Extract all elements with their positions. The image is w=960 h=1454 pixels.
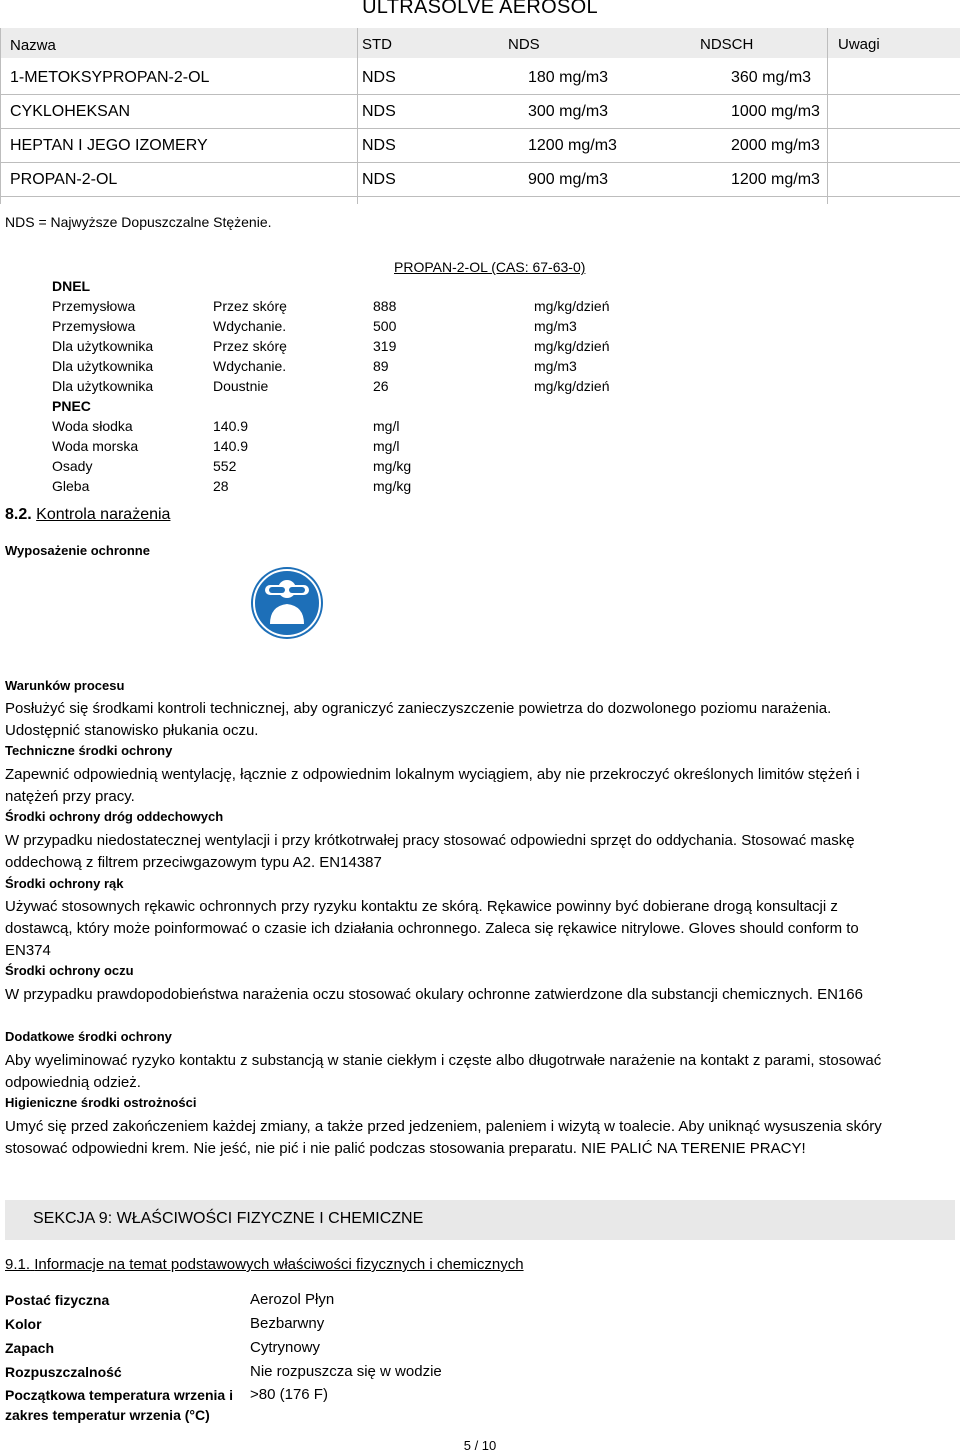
table-cell: 300 mg/m3 — [528, 103, 609, 120]
equipment-heading: Wyposażenie ochronne — [5, 543, 150, 558]
pnec-cell: mg/kg — [373, 478, 412, 494]
pnec-cell: Gleba — [52, 478, 90, 494]
table-cell: NDS — [362, 69, 396, 86]
table-cell: 2000 mg/m3 — [731, 137, 820, 154]
table-row — [0, 96, 960, 129]
property-label: Postać fizyczna — [5, 1292, 110, 1308]
technical-measures-text: Zapewnić odpowiednią wentylację, łącznie z odpowiednim lokalnym wyciągiem, aby nie przekroczyć określonych limitów stężeń i natężeń przy pracy. — [5, 766, 860, 805]
section-9-1-heading — [5, 1256, 524, 1273]
exposure-limits-table — [0, 28, 960, 204]
dnel-row — [0, 338, 960, 358]
pnec-cell: mg/l — [373, 438, 400, 454]
section-9-title: SEKCJA 9: WŁAŚCIWOŚCI FIZYCZNE I CHEMICZNE — [33, 1210, 424, 1227]
dnel-cell: 89 — [373, 358, 389, 374]
dnel-heading — [0, 278, 960, 298]
pnec-cell: 28 — [213, 478, 229, 494]
table-cell: 360 mg/m3 — [731, 69, 812, 86]
property-label: Początkowa temperatura wrzenia i zakres temperatur wrzenia (°C) — [5, 1387, 233, 1423]
dnel-cell: 26 — [373, 378, 389, 394]
substance-title: PROPAN-2-OL (CAS: 67-63-0) — [394, 259, 586, 275]
section-title: Kontrola narażenia — [36, 506, 171, 523]
table-cell: NDS — [362, 137, 396, 154]
hand-protection-heading: Środki ochrony rąk — [5, 876, 124, 891]
pnec-cell: Woda morska — [52, 438, 139, 454]
dnel-cell: Przemysłowa — [52, 298, 136, 314]
document-title: ULTRASOLVE AEROSOL — [362, 0, 598, 18]
dnel-cell: mg/kg/dzień — [534, 338, 610, 354]
table-cell: 1000 mg/m3 — [731, 103, 820, 120]
column-header-nds: NDS — [508, 36, 540, 53]
table-cell: HEPTAN I JEGO IZOMERY — [10, 137, 208, 154]
dnel-row — [0, 298, 960, 318]
safety-goggles-icon — [250, 566, 324, 640]
nds-footnote: NDS = Najwyższe Dopuszczalne Stężenie. — [5, 214, 272, 230]
pnec-cell: 552 — [213, 458, 237, 474]
section-heading-8-2 — [5, 506, 170, 524]
dnel-cell: Wdychanie. — [213, 358, 287, 374]
section-number: 8.2. — [5, 506, 32, 523]
pnec-row — [0, 458, 960, 478]
property-value: >80 (176 F) — [250, 1386, 328, 1403]
table-cell: 1200 mg/m3 — [528, 137, 617, 154]
table-cell: PROPAN-2-OL — [10, 171, 118, 188]
pnec-cell: mg/kg — [373, 458, 412, 474]
property-value: Bezbarwny — [250, 1315, 325, 1332]
dnel-cell: Dla użytkownika — [52, 358, 154, 374]
table-divider — [827, 28, 828, 204]
dnel-cell: Dla użytkownika — [52, 378, 154, 394]
column-header-uwagi: Uwagi — [838, 36, 880, 53]
table-row — [0, 62, 960, 95]
table-cell: NDS — [362, 171, 396, 188]
page-number: 5 / 10 — [463, 1438, 497, 1453]
additional-protection-text: Aby wyeliminować ryzyko kontaktu z substancją w stanie ciekłym i częste albo długotrwałe narażenie na kontakt z parami, stosować odpowiednią odzież. — [5, 1052, 882, 1091]
pnec-row — [0, 438, 960, 458]
dnel-cell: mg/m3 — [534, 358, 577, 374]
column-header-name: Nazwa — [10, 37, 56, 54]
dnel-cell: 319 — [373, 338, 397, 354]
dnel-cell: mg/kg/dzień — [534, 378, 610, 394]
table-cell: CYKLOHEKSAN — [10, 103, 131, 120]
table-cell: 180 mg/m3 — [528, 69, 609, 86]
process-conditions-text: Posłużyć się środkami kontroli technicznej, aby ograniczyć zanieczyszczenie powietrza do dozwolonego poziomu narażenia. Udostępnić stanowisko płukania oczu. — [5, 700, 832, 739]
pnec-cell: 140.9 — [213, 438, 249, 454]
dnel-cell: 500 — [373, 318, 397, 334]
dnel-cell: 888 — [373, 298, 397, 314]
property-label: Rozpuszczalność — [5, 1364, 122, 1380]
technical-measures-heading: Techniczne środki ochrony — [5, 743, 173, 758]
pnec-cell: Osady — [52, 458, 93, 474]
property-label: Kolor — [5, 1316, 42, 1332]
pnec-row — [0, 418, 960, 438]
table-cell: 1200 mg/m3 — [731, 171, 820, 188]
table-cell: NDS — [362, 103, 396, 120]
dnel-label: DNEL — [52, 278, 91, 294]
pnec-cell: mg/l — [373, 418, 400, 434]
table-cell: 1-METOKSYPROPAN-2-OL — [10, 69, 210, 86]
pnec-row — [0, 478, 960, 498]
property-value: Aerozol Płyn — [250, 1291, 335, 1308]
table-header — [0, 28, 960, 58]
process-conditions-heading: Warunków procesu — [5, 678, 125, 693]
respiratory-protection-heading: Środki ochrony dróg oddechowych — [5, 809, 224, 824]
table-divider — [0, 28, 1, 204]
dnel-cell: mg/kg/dzień — [534, 298, 610, 314]
column-header-std: STD — [362, 36, 392, 53]
hygiene-measures-heading: Higieniczne środki ostrożności — [5, 1095, 197, 1110]
pnec-cell: Woda słodka — [52, 418, 133, 434]
dnel-cell: Przemysłowa — [52, 318, 136, 334]
respiratory-protection-text: W przypadku niedostatecznej wentylacji i przy krótkotrwałej pracy stosować odpowiedni sprzęt do oddychania. Stosować maskę oddechową z filtrem przeciwgazowym typu A2. EN14387 — [5, 832, 855, 871]
hygiene-measures-text: Umyć się przed zakończeniem każdej zmiany, a także przed jedzeniem, paleniem i wizytą w toalecie. Aby uniknąć wysuszenia skóry stosować odpowiedni krem. Nie jeść, nie pić i nie palić podczas stosowania preparatu. NIE PALIĆ NA TERENIE PRACY! — [5, 1118, 882, 1157]
dnel-cell: Przez skórę — [213, 338, 287, 354]
dnel-row — [0, 318, 960, 338]
eye-protection-text: W przypadku prawdopodobieństwa narażenia oczu stosować okulary ochronne zatwierdzone dla substancji chemicznych. EN166 — [5, 986, 863, 1003]
dnel-cell: Doustnie — [213, 378, 269, 394]
pnec-cell: 140.9 — [213, 418, 249, 434]
dnel-cell: Wdychanie. — [213, 318, 287, 334]
pnec-heading — [0, 398, 960, 418]
hand-protection-text: Używać stosownych rękawic ochronnych przy ryzyku kontaktu ze skórą. Rękawice powinny być dobierane drogą konsultacji z dostawcą, który może poinformować o czasie ich działania ochronnego. Zaleca się rękawice nitrylowe. Gloves should conform to EN374 — [5, 898, 859, 959]
subsection-title: Informacje na temat podstawowych właściwości fizycznych i chemicznych — [34, 1256, 524, 1273]
dnel-cell: mg/m3 — [534, 318, 577, 334]
table-row — [0, 130, 960, 163]
table-cell: 900 mg/m3 — [528, 171, 609, 188]
dnel-cell: Dla użytkownika — [52, 338, 154, 354]
dnel-row — [0, 378, 960, 398]
pnec-label: PNEC — [52, 398, 91, 414]
property-value: Cytrynowy — [250, 1339, 321, 1356]
property-value: Nie rozpuszcza się w wodzie — [250, 1363, 442, 1380]
table-divider — [357, 28, 358, 204]
eye-protection-heading: Środki ochrony oczu — [5, 963, 134, 978]
section-9-banner — [5, 1200, 955, 1240]
subsection-number: 9.1. — [5, 1256, 31, 1273]
dnel-cell: Przez skórę — [213, 298, 287, 314]
additional-protection-heading: Dodatkowe środki ochrony — [5, 1029, 172, 1044]
column-header-ndsch: NDSCH — [700, 36, 754, 53]
property-label: Zapach — [5, 1340, 55, 1356]
table-row — [0, 164, 960, 197]
dnel-row — [0, 358, 960, 378]
